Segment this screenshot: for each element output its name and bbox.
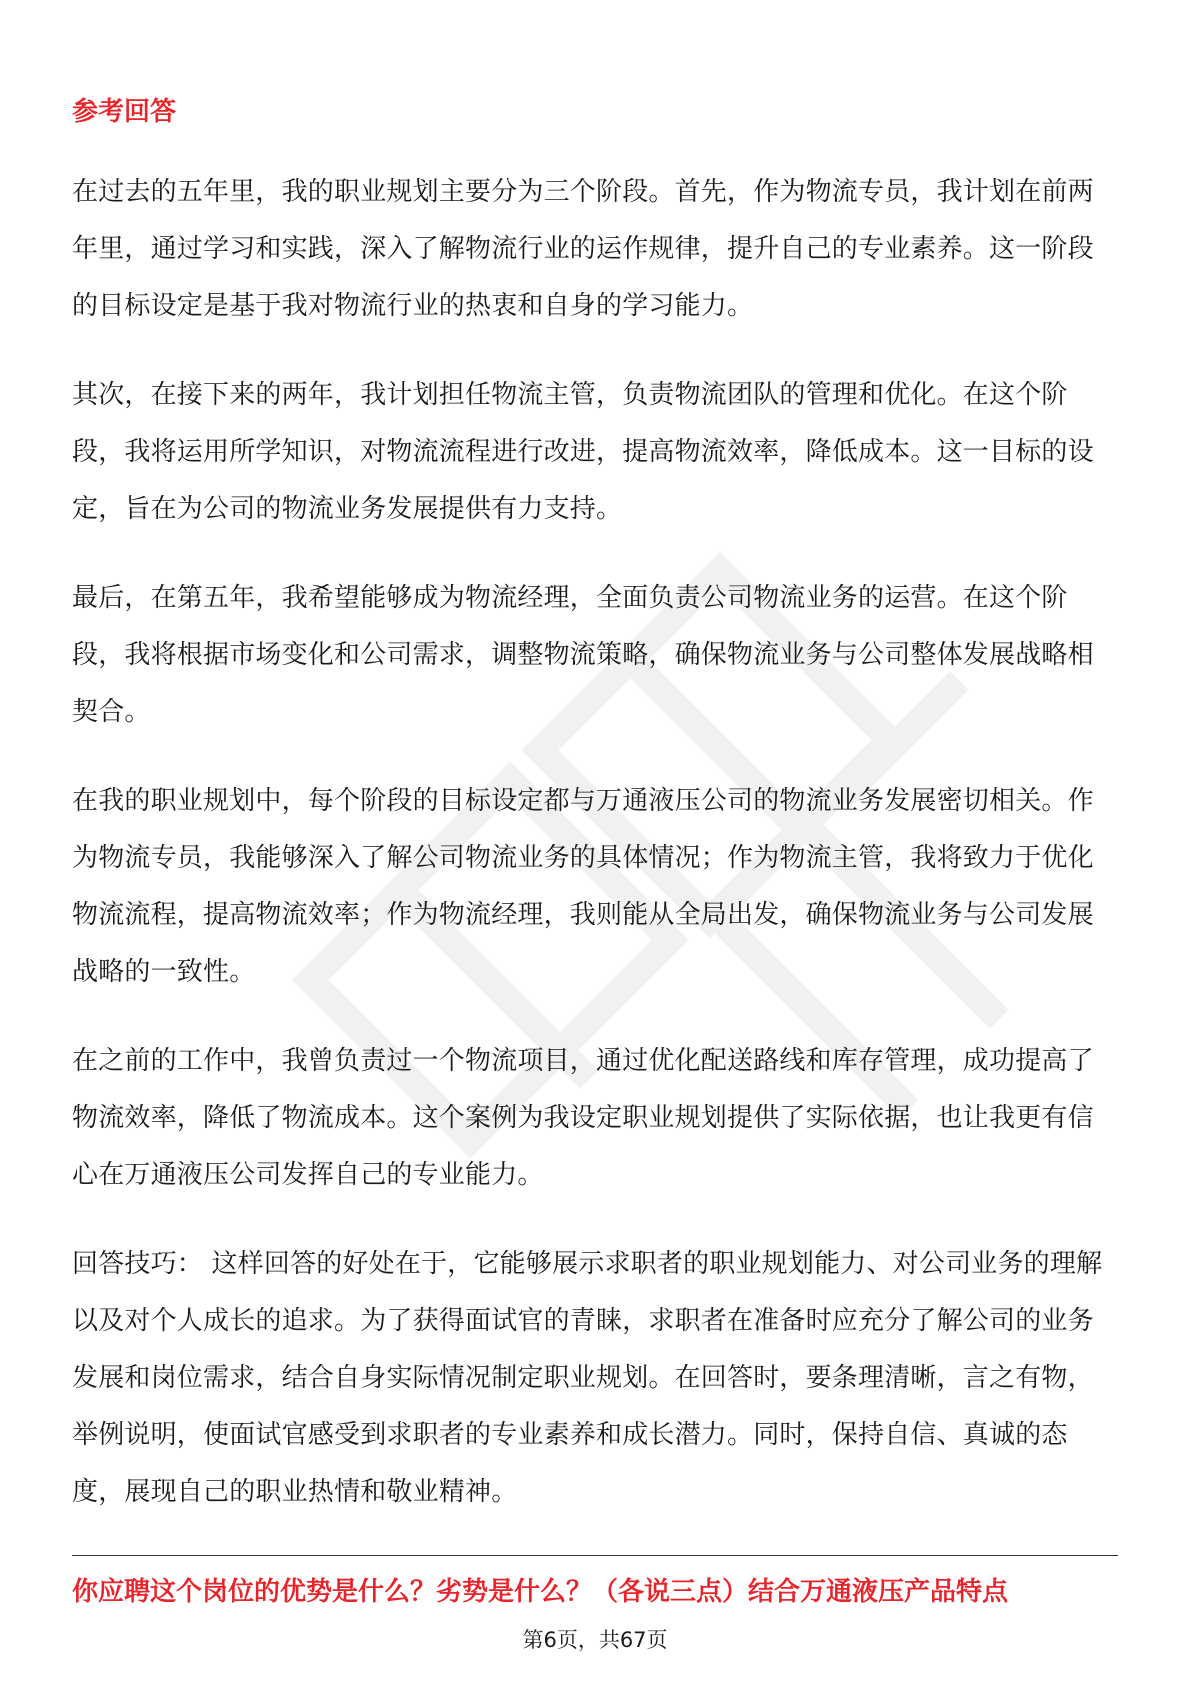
next-question-title: 你应聘这个岗位的优势是什么？劣势是什么？（各说三点）结合万通液压产品特点 <box>72 1577 1009 1607</box>
reference-answer-heading: 参考回答 <box>72 97 177 127</box>
answer-paragraph-2: 其次，在接下来的两年，我计划担任物流主管，负责物流团队的管理和优化。在这个阶段，我将运用所学知识，对物流流程进行改进，提高物流效率，降低成本。这一目标的设定，旨在为公司的物流业务发展提供有力支持。 <box>72 380 1094 524</box>
answer-paragraph-1: 在过去的五年里，我的职业规划主要分为三个阶段。首先，作为物流专员，我计划在前两年里，通过学习和实践，深入了解物流行业的运作规律，提升自己的专业素养。这一阶段的目标设定是基于我对物流行业的热衷和自身的学习能力。 <box>72 177 1094 321</box>
main-content <box>72 90 1118 1553</box>
section-divider <box>72 1555 1118 1556</box>
answer-paragraph-4: 在我的职业规划中，每个阶段的目标设定都与万通液压公司的物流业务发展密切相关。作为物流专员，我能够深入了解公司物流业务的具体情况；作为物流主管，我将致力于优化物流流程，提高物流效率；作为物流经理，我则能从全局出发，确保物流业务与公司发展战略的一致性。 <box>72 786 1094 987</box>
answer-paragraph-5: 在之前的工作中，我曾负责过一个物流项目，通过优化配送路线和库存管理，成功提高了物流效率，降低了物流成本。这个案例为我设定职业规划提供了实际依据，也让我更有信心在万通液压公司发挥自己的专业能力。 <box>72 1046 1094 1190</box>
answer-tips-paragraph: 回答技巧： 这样回答的好处在于，它能够展示求职者的职业规划能力、对公司业务的理解以及对个人成长的追求。为了获得面试官的青睐，求职者在准备时应充分了解公司的业务发展和岗位需求，结合自身实际情况制定职业规划。在回答时，要条理清晰，言之有物，举例说明，使面试官感受到求职者的专业素养和成长潜力。同时，保持自信、真诚的态度，展现自己的职业热情和敬业精神。 <box>72 1249 1103 1507</box>
page-number: 第6页，共67页 <box>522 1628 668 1652</box>
answer-paragraph-3: 最后，在第五年，我希望能够成为物流经理，全面负责公司物流业务的运营。在这个阶段，我将根据市场变化和公司需求，调整物流策略，确保物流业务与公司整体发展战略相契合。 <box>72 583 1094 727</box>
